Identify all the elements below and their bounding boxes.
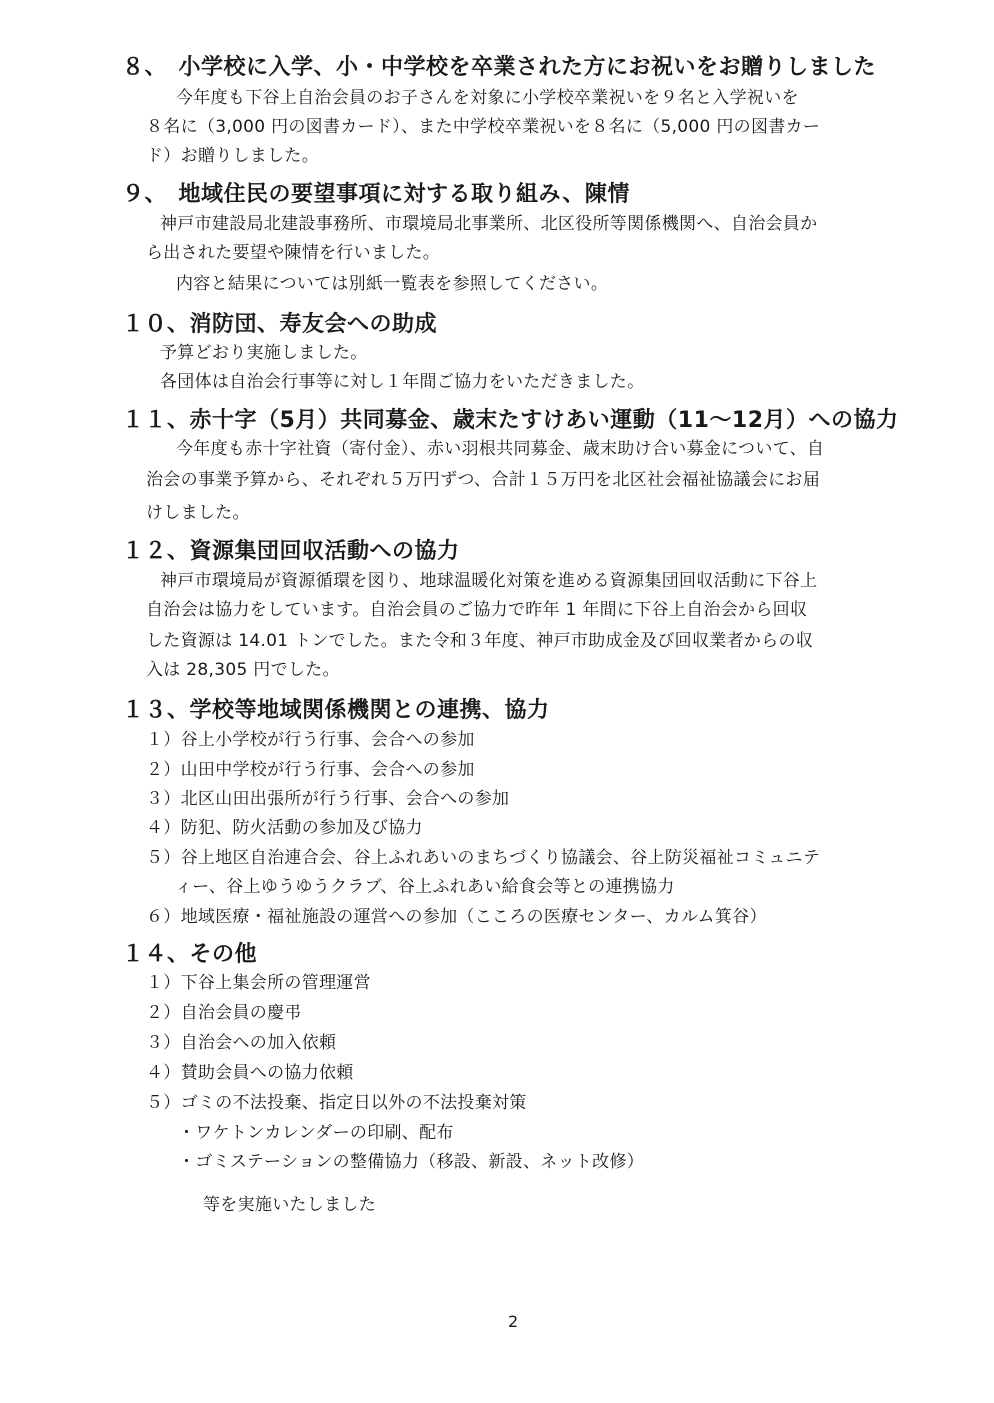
section-10-line-1: 予算どおり実施しました。 (160, 343, 368, 363)
section-12-line-2: 自治会は協力をしています。自治会員のご協力で昨年 1 年間に下谷上自治会から回収 (146, 600, 808, 620)
section-10-line-2: 各団体は自治会行事等に対し１年間ご協力をいただきました。 (160, 372, 645, 392)
section-11-heading: １１、赤十字（5月）共同募金、歳末たすけあい運動（11～12月）への協力 (122, 408, 899, 433)
page-number: 2 (508, 1312, 519, 1331)
section-12-line-1: 神戸市環境局が資源循環を図り、地球温暖化対策を進める資源集団回収活動に下谷上 (160, 571, 818, 591)
section-10-heading: １０、消防団、寿友会への助成 (122, 312, 438, 337)
section-11-line-1: 今年度も赤十字社資（寄付金）、赤い羽根共同募金、歳末助け合い募金について、自 (176, 439, 825, 459)
section-14-bullet-2: ・ゴミステーションの整備協力（移設、新設、ネット改修） (178, 1152, 645, 1172)
closing-statement: 等を実施いたしました (203, 1195, 376, 1215)
section-14-item-2: ２）自治会員の慶弔 (146, 1003, 302, 1023)
section-12-heading: １２、資源集団回収活動への協力 (122, 539, 460, 564)
section-8-line-3: ド）お贈りしました。 (146, 146, 319, 166)
section-13-item-1: １）谷上小学校が行う行事、会合への参加 (146, 730, 475, 750)
section-13-item-2: ２）山田中学校が行う行事、会合への参加 (146, 760, 475, 780)
section-11-line-2: 治会の事業予算から、それぞれ５万円ずつ、合計１５万円を北区社会福祉協議会にお届 (146, 470, 821, 490)
section-14-item-1: １）下谷上集会所の管理運営 (146, 973, 371, 993)
section-8-heading: ８、 小学校に入学、小・中学校を卒業された方にお祝いをお贈りしました (122, 55, 877, 80)
section-13-item-5: ５）谷上地区自治連合会、谷上ふれあいのまちづくり協議会、谷上防災福祉コミュニテ (146, 848, 821, 868)
section-13-heading: １３、学校等地域関係機関との連携、協力 (122, 698, 550, 723)
section-9-heading: ９、 地域住民の要望事項に対する取り組み、陳情 (122, 182, 630, 207)
section-13-item-4: ４）防犯、防火活動の参加及び協力 (146, 818, 423, 838)
section-9-line-3: 内容と結果については別紙一覧表を参照してください。 (176, 274, 609, 294)
section-14-item-4: ４）賛助会員への協力依頼 (146, 1063, 354, 1083)
section-11-line-3: けしました。 (146, 503, 250, 523)
section-8-line-1: 今年度も下谷上自治会員のお子さんを対象に小学校卒業祝いを９名と入学祝いを (176, 88, 799, 108)
section-14-heading: １４、その他 (122, 942, 258, 967)
section-8-line-2: ８名に（3,000 円の図書カード）、また中学校卒業祝いを８名に（5,000 円の図書カー (146, 117, 821, 137)
section-13-item-5-cont: ィー、谷上ゆうゆうクラブ、谷上ふれあい給食会等との連携協力 (175, 877, 675, 897)
section-14-bullet-1: ・ワケトンカレンダーの印刷、配布 (178, 1123, 454, 1143)
section-9-line-1: 神戸市建設局北建設事務所、市環境局北事業所、北区役所等関係機関へ、自治会員か (160, 214, 818, 234)
section-13-item-3: ３）北区山田出張所が行う行事、会合への参加 (146, 789, 510, 809)
section-9-line-2: ら出された要望や陳情を行いました。 (146, 243, 441, 263)
section-13-item-6: ６）地域医療・福祉施設の運営への参加（こころの医療センター、カルム箕谷） (146, 907, 767, 927)
section-14-item-3: ３）自治会への加入依頼 (146, 1033, 337, 1053)
section-12-line-4: 入は 28,305 円でした。 (146, 660, 340, 680)
section-14-item-5: ５）ゴミの不法投棄、指定日以外の不法投棄対策 (146, 1093, 527, 1113)
section-12-line-3: した資源は 14.01 トンでした。また令和３年度、神戸市助成金及び回収業者からの収 (146, 631, 814, 651)
